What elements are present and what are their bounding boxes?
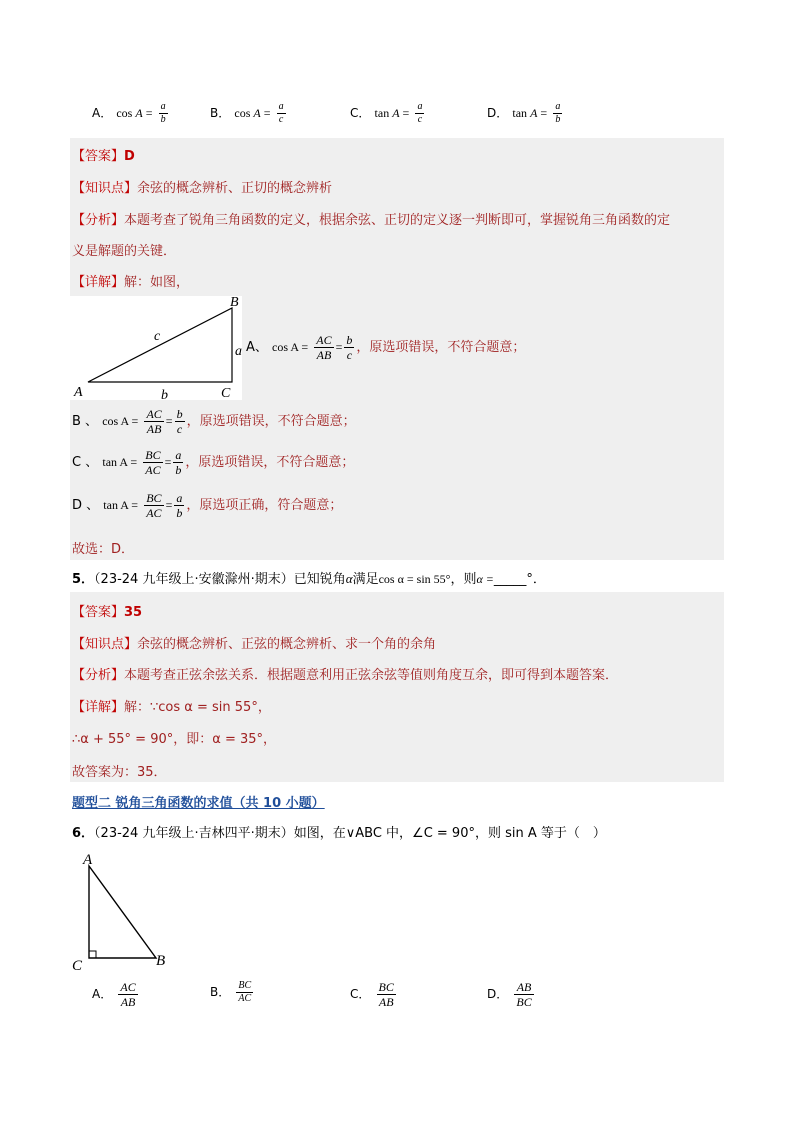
q4-knowledge: 【知识点】余弦的概念辨析、正切的概念辨析 <box>72 181 333 196</box>
fraction: $\frac{BC}{AC}$ <box>145 448 161 477</box>
q5-detail: 【详解】解：∵cos α = sin 55°， <box>72 700 271 715</box>
vertex-label-b: B <box>156 953 166 969</box>
q4-option-b <box>210 101 288 126</box>
q4-analysis: 【分析】本题考查了锐角三角函数的定义，根据余弦、正切的定义逐一判断即可，掌握锐角三角函数的定 <box>72 213 671 228</box>
triangle-diagram <box>70 296 242 400</box>
q6-triangle-figure <box>70 848 180 974</box>
side-label-c: c <box>154 329 161 344</box>
q4-detail-intro: 【详解】解：如图， <box>72 275 190 290</box>
fraction: $\frac{b}{c}$ <box>176 407 183 436</box>
vertex-label-b: B <box>230 296 239 310</box>
q4-detail-line-a: A、 cos A = $\frac{AC}{AB}$ = $\frac{b}{c}$ ，原选项错误，不符合题意； <box>246 333 526 362</box>
q5-solution-box <box>70 592 724 782</box>
option-fraction: $\frac{a}{b}$ <box>160 101 166 125</box>
fraction: $\frac{a}{b}$ <box>176 491 183 520</box>
option-letter: C． <box>350 106 371 120</box>
q4-detail-line-d: D 、 tan A = $\frac{BC}{AC}$ = $\frac{a}{b}$ ，原选项正确，符合题意； <box>72 491 343 520</box>
fraction: $\frac{b}{c}$ <box>346 333 353 362</box>
vertex-label-c: C <box>221 386 231 400</box>
fraction: $\frac{a}{b}$ <box>175 448 182 477</box>
right-angle-mark <box>89 951 96 958</box>
option-expr: cos A = <box>116 106 153 120</box>
option-fraction: $\frac{AC}{AB}$ <box>120 980 136 1009</box>
q5-detail-cont: ∴α + 55° = 90°，即：α = 35°， <box>72 732 277 747</box>
answer-blank: _____ <box>493 572 527 587</box>
vertex-label-a: A <box>74 385 83 400</box>
fraction: $\frac{AC}{AB}$ <box>316 333 332 362</box>
option-expr: cos A = <box>234 106 271 120</box>
triangle-shape <box>89 866 156 958</box>
q4-option-a <box>92 101 170 126</box>
option-fraction: $\frac{a}{c}$ <box>278 101 284 125</box>
side-label-b: b <box>161 388 168 400</box>
right-triangle-diagram <box>70 848 180 974</box>
side-label-a: a <box>235 344 242 359</box>
q4-analysis-cont: 义是解题的关键． <box>72 244 177 259</box>
q5-conclusion: 故答案为：35． <box>72 765 167 780</box>
q6-option-a: A． $\frac{AC}{AB}$ <box>92 980 136 1009</box>
vertex-label-a: A <box>83 852 93 868</box>
fraction: $\frac{BC}{AC}$ <box>146 491 162 520</box>
option-fraction: $\frac{BC}{AC}$ <box>238 980 252 1004</box>
q5-knowledge: 【知识点】余弦的概念辨析、正弦的概念辨析、求一个角的余角 <box>72 637 437 652</box>
option-letter: B． <box>210 106 231 120</box>
q6-option-b: B． $\frac{BC}{AC}$ <box>210 980 252 1004</box>
q6-stem: 6．（23-24 九年级上·吉林四平·期末）如图，在∨ABC 中，∠C = 90°，则 sin A 等于（ ） <box>72 826 606 841</box>
q4-detail-line-b: B 、 cos A = $\frac{AC}{AB}$ = $\frac{b}{c}$ ，原选项错误，不符合题意； <box>72 407 356 436</box>
option-fraction: $\frac{AB}{BC}$ <box>516 980 532 1009</box>
option-letter: A． <box>92 106 113 120</box>
option-fraction: $\frac{a}{c}$ <box>417 101 423 125</box>
triangle-shape <box>88 308 232 382</box>
q4-option-d <box>487 101 564 126</box>
q4-conclusion: 故选：D． <box>72 542 135 557</box>
fraction: $\frac{AC}{AB}$ <box>146 407 162 436</box>
option-fraction: $\frac{BC}{AB}$ <box>378 980 394 1009</box>
q5-analysis: 【分析】本题考查正弦余弦关系．根据题意利用正弦余弦等值则角度互余，即可得到本题答案． <box>72 668 619 683</box>
q4-option-c <box>350 101 426 126</box>
section-heading: 题型二 锐角三角函数的求值（共 10 小题） <box>72 796 325 811</box>
q6-option-c: C． $\frac{BC}{AB}$ <box>350 980 394 1009</box>
q5-stem: 5．（23-24 九年级上·安徽滁州·期末）已知锐角α满足cos α = sin 55°，则α =_____°． <box>72 571 546 587</box>
q4-detail-line-c: C 、 tan A = $\frac{BC}{AC}$ = $\frac{a}{b}$ ，原选项错误，不符合题意； <box>72 448 355 477</box>
option-expr: tan A = <box>374 106 410 120</box>
q4-answer: 【答案】D <box>72 149 135 164</box>
option-expr: tan A = <box>512 106 548 120</box>
option-fraction: $\frac{a}{b}$ <box>555 101 561 125</box>
q5-answer: 【答案】35 <box>72 605 143 620</box>
vertex-label-c: C <box>72 958 83 974</box>
q4-triangle-figure <box>70 296 242 400</box>
q6-option-d: D． $\frac{AB}{BC}$ <box>487 980 532 1009</box>
option-letter: D． <box>487 106 509 120</box>
